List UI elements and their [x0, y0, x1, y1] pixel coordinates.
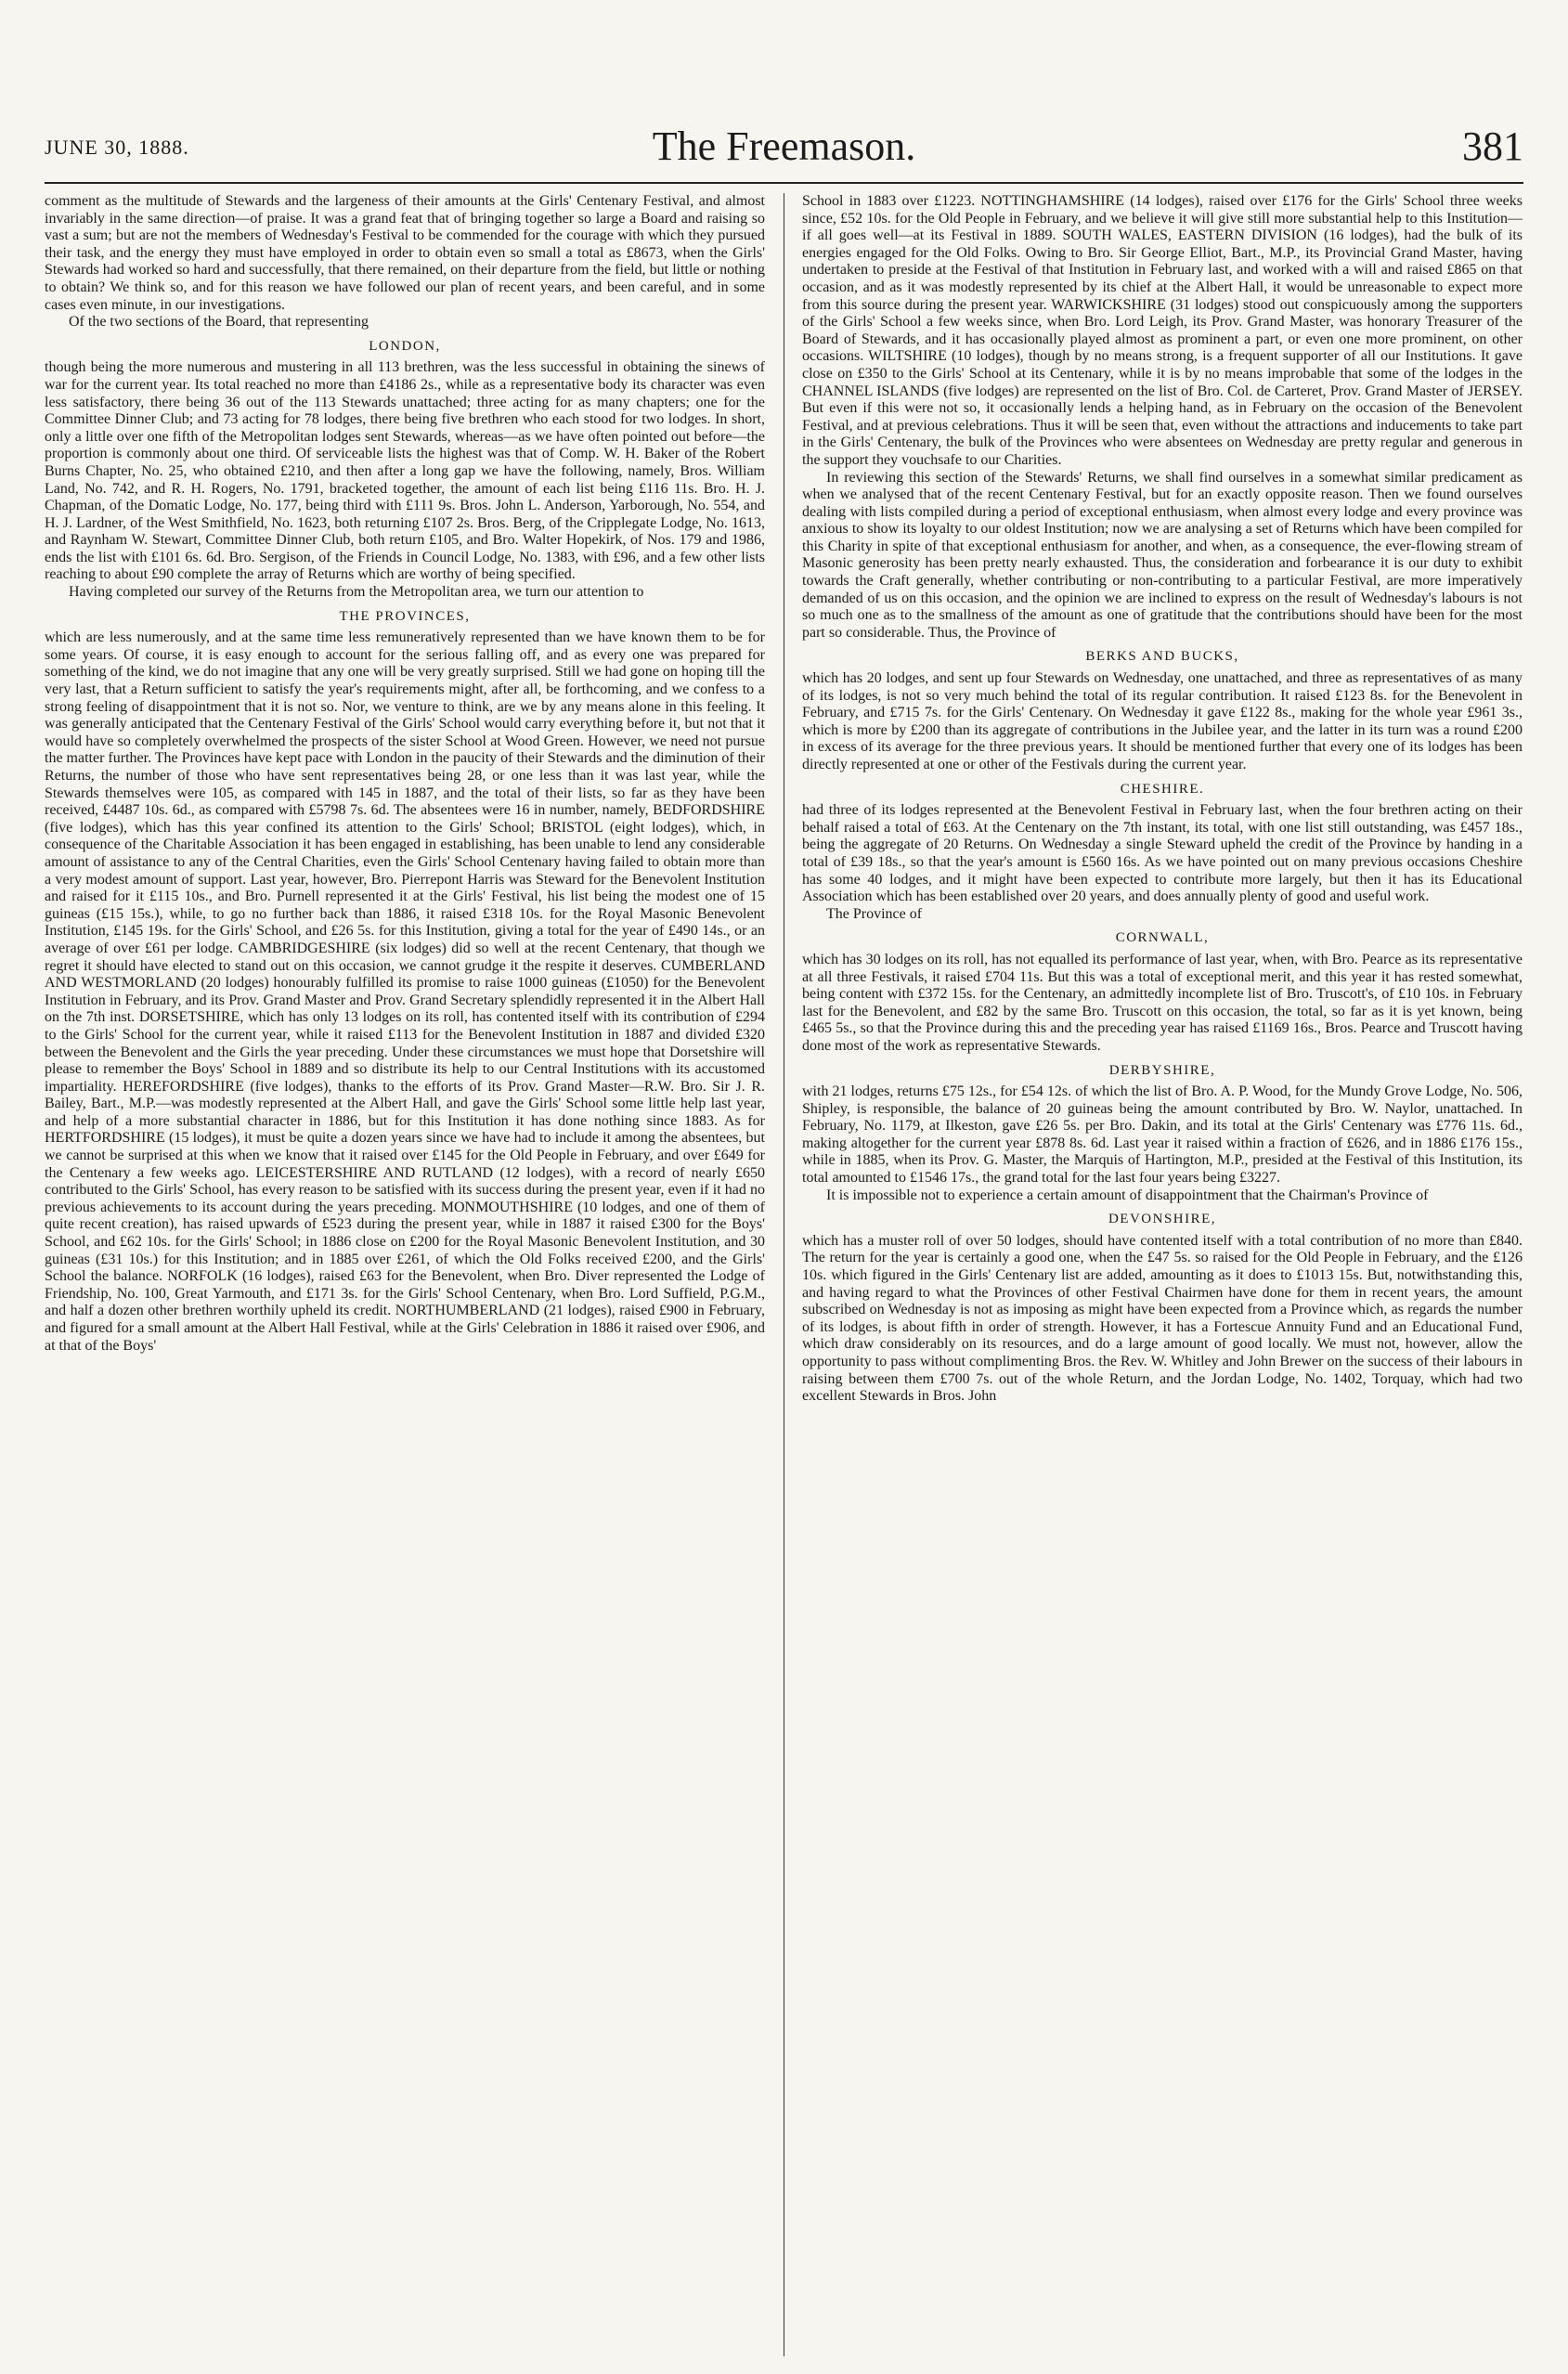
- issue-date: JUNE 30, 1888.: [45, 136, 189, 159]
- left-column: [45, 193, 765, 2356]
- section-heading-london: LONDON,: [369, 338, 441, 354]
- paragraph: comment as the multitude of Stewards and the largeness of their amounts at the Girls' Centenary Festival, and almost invariably in the same direction—of praise. It was a grand feat that of bringing together so large a Board and raising so vast a sum; but are not the members of Wednesday's Festival to be commended for the courage with which they pursued their task, and the energy they must have employed in order to obtain even so small a total as £8673, when the Girls' Stewards had worked so hard and successfully, that there remained, on their departure from the field, but little or nothing to obtain? We think so, and for this reason we have followed our plan of recent years, and been careful, and in some cases even minute, in our investigations.: [45, 193, 765, 313]
- paragraph: which has 30 lodges on its roll, has not equalled its performance of last year, when, with Bro. Pearce as its representative at all three Festivals, it raised £704 11s. But this was a total of exceptional merit, and this year it has rested somewhat, being content with £372 15s. for the Centenary, an admittedly incomplete list of Bro. Truscott's, of £10 10s. in February last for the Benevolent, and £82 by the same Bro. Truscott on this occasion, the total, so far as it is yet known, being £465 5s., so that the Province during this and the preceding year has raised £1169 16s., Bros. Pearce and Truscott having done most of the work as representative Stewards.: [802, 951, 1523, 1054]
- page-header: [45, 123, 1523, 176]
- paragraph: had three of its lodges represented at the Benevolent Festival in February last, when the four brethren acting on their behalf raised a total of £63. At the Centenary on the 7th instant, its total, with one list still outstanding, was £457 18s., being the aggregate of 20 Returns. On Wednesday a single Steward upheld the credit of the Province by handing in a total of £39 18s., so that the year's amount is £560 16s. As we have pointed out on many previous occasions Cheshire has some 40 lodges, and it might have been expected to contribute more largely, but then it has its Educational Association which has been established over 20 years, and does annually plenty of good and useful work.: [802, 802, 1523, 905]
- paragraph: which has a muster roll of over 50 lodges, should have contented itself with a total contribution of no more than £840. The return for the year is certainly a good one, when the £47 5s. so raised for the Old People in February, and the £126 10s. which figured in the Girls' Centenary list are added, amounting as it does to £1013 15s. But, notwithstanding this, and having regard to what the Provinces of other Festival Chairmen have done for them in recent years, the amount subscribed on Wednesday is not as imposing as might have been expected from a Province which, as regards the number of its lodges, is about fifth in order of strength. However, it has a Fortescue Annuity Fund and an Educational Fund, which draw considerably on its resources, and do a large amount of good locally. We must not, however, allow the opportunity to pass without complimenting Bros. the Rev. W. Whitley and John Brewer on the success of their labours in raising between them £700 7s. out of the whole Return, and the Jordan Lodge, No. 1402, Torquay, which had two excellent Stewards in Bros. John: [802, 1232, 1523, 1405]
- section-heading-devonshire: DEVONSHIRE,: [1108, 1212, 1217, 1227]
- section-heading-derbyshire: DERBYSHIRE,: [1108, 1062, 1216, 1078]
- paragraph: Of the two sections of the Board, that representing: [69, 314, 369, 331]
- paragraph: The Province of: [826, 905, 923, 922]
- paragraph: which are less numerously, and at the same time less remuneratively represented than we have known them to be for some years. Of course, it is easy enough to account for the serious falling off, and as every one was prepared for something of the kind, we do not imagine that any one will be very greatly surprised. Still we had gone on hoping till the very last, that a Return sufficient to satisfy the year's requirements might, after all, be forthcoming, and we confess to a strong feeling of disappointment that it is not so. Nor, we venture to think, are we by any means alone in this feeling. It was generally anticipated that the Centenary Festival of the Girls' School would carry everything before it, but not that it would have so completely overwhelmed the prospects of the sister School at Wood Green. However, we need not pursue the matter further. The Provinces have kept pace with London in the paucity of their Stewards and the diminution of their Returns, the number of those who have sent representatives being 28, or one less than it was last year, while the Stewards themselves were 105, as compared with 145 in 1887, and the total of their lists, so far as they have been received, £4487 10s. 6d., as compared with £5798 7s. 6d. The absentees were 16 in number, namely, BEDFORDSHIRE (five lodges), which has this year confined its attention to the Girls' School; BRISTOL (eight lodges), which, in consequence of the Charitable Association it has been engaged in establishing, has been unable to lend any considerable amount of assistance to any of the Central Charities, even the Girls' School Centenary having failed to obtain more than a very modest amount of support. Last year, however, Bro. Pierrepont Harris was Steward for the Benevolent Institution and raised for it £115 10s., and Bro. Purnell represented it at the Girls' Festival, his list being the modest one of 15 guineas (£15 15s.), while, to go no further back than 1886, it raised £318 10s. for the Royal Masonic Benevolent Institution, £145 19s. for the Girls' School, and £26 5s. for this Institution, giving a total for the year of £490 14s., or an average of over £61 per lodge. CAMBRIDGESHIRE (six lodges) did so well at the recent Centenary, that though we regret it should have elected to stand out on this occasion, we cannot grudge it the respite it deserves. CUMBERLAND AND WESTMORLAND (20 lodges) honourably fulfilled its promise to raise 1000 guineas (£1050) for the Benevolent Institution in February, and its Prov. Grand Master and Prov. Grand Secretary splendidly represented it in the Albert Hall on the 7th inst. DORSETSHIRE, which has only 13 lodges on its roll, has contented itself with its contribution of £294 to the Girls' School for the current year, while it raised £113 for the Benevolent Institution in 1887 and divided £320 between the Benevolent and the Girls the year preceding. Under these circumstances we must hope that Dorsetshire will please to remember the Boys' School in 1889 and so distribute its help to our Central Institutions with its accustomed impartiality. HEREFORDSHIRE (five lodges), thanks to the efforts of its Prov. Grand Master—R.W. Bro. Sir J. R. Bailey, Bart., M.P.—was modestly represented at the Albert Hall, and gave the Girls' School some little help last year, and help of a more substantial character in 1886, but for this Institution it has done nothing since 1883. As for HERTFORDSHIRE (15 lodges), it must be quite a dozen years since we have had to include it among the absentees, but we cannot be surprised at this when we know that it raised over £145 for the Old People in February, and over £649 for the Centenary a few weeks ago. LEICESTERSHIRE AND RUTLAND (12 lodges), with a record of nearly £650 contributed to the Girls' School, has every reason to be satisfied with its success during the present year, even if it had no previous achievements to its account during the years preceding. MONMOUTHSHIRE (10 lodges, and one of them of quite recent creation), has raised upwards of £523 during the present year, while in 1887 it raised £300 for the Boys' School, and £62 10s. for the Girls' School; in 1886 close on £200 for the Royal Masonic Benevolent Institution, and 30 guineas (£31 10s.) for this Institution; and in 1885 over £261, of which the Old Folks received £200, and the Girls' School the balance. NORFOLK (16 lodges), raised £63 for the Benevolent, when Bro. Diver represented the Lodge of Friendship, No. 100, Great Yarmouth, and £171 3s. for the Girls' School Centenary, when Bro. Lord Suffield, P.G.M., and half a dozen other brethren worthily upheld its credit. NORTHUMBERLAND (21 lodges), raised £900 in February, and figured for a small amount at the Albert Hall Festival, while at the Girls' Celebration in 1886 it raised over £906, and at that of the Boys': [45, 629, 765, 1354]
- paragraph: which has 20 lodges, and sent up four Stewards on Wednesday, one unattached, and three as representatives of as many of its lodges, is not so very much behind the total of its regular contribution. It raised £123 8s. for the Benevolent in February, and £715 7s. for the Girls' Centenary. On Wednesday it gave £122 8s., making for the whole year £961 3s., which is more by £200 than its aggregate of contributions in the Jubilee year, and the latter in its turn was a round £200 in excess of its average for the three previous years. It should be mentioned further that every one of its lodges has been directly represented at one or other of the Festivals during the current year.: [802, 670, 1523, 772]
- right-column: [802, 193, 1523, 2356]
- paragraph: though being the more numerous and mustering in all 113 brethren, was the less successful in obtaining the sinews of war for the current year. Its total reached no more than £4186 2s., while as a representative body its character was even less satisfactory, there being 36 out of the 113 Stewards unattached; three acting for as many chapters; one for the Committee Dinner Club; and 73 acting for 78 lodges, there being five brethren who each stood for two lodges. In short, only a little over one fifth of the Metropolitan lodges sent Stewards, whereas—as we have often pointed out before—the proportion is commonly about one third. Of serviceable lists the highest was that of Comp. W. H. Baker of the Robert Burns Chapter, No. 25, who obtained £210, and then after a long gap we have the following, namely, Bros. William Land, No. 742, and R. H. Rogers, No. 1791, bracketed together, the amount of each list being £116 11s. Bro. H. J. Chapman, of the Domatic Lodge, No. 177, being third with £111 9s. Bros. John L. Anderson, Yarborough, No. 554, and H. J. Lardner, of the West Smithfield, No. 1623, both returning £107 2s. Bros. Berg, of the Cripplegate Lodge, No. 1613, and Raynham W. Stewart, Committee Dinner Club, both return £105, and Bro. Walter Hopekirk, of Nos. 179 and 1986, ends the list with £101 6s. 6d. Bro. Sergison, of the Friends in Council Lodge, No. 1383, with £96, and a few other lists reaching to about £90 complete the array of Returns which are worthy of being specified.: [45, 359, 765, 583]
- section-heading-provinces: THE PROVINCES,: [339, 608, 471, 624]
- paragraph: In reviewing this section of the Stewards' Returns, we shall find ourselves in a somewhat similar predicament as when we analysed that of the recent Centenary Festival, but for an exactly opposite reason. Then we found ourselves dealing with lists compiled during a period of exceptional enthusiasm, when almost every lodge and every province was anxious to show its loyalty to our oldest Institution; now we are analysing a set of Returns which have been compiled for this Charity in spite of that exceptional enthusiasm for another, and when, as a consequence, the ever-flowing stream of Masonic generosity has been pretty nearly exhausted. Thus, the consideration and forbearance it is our duty to exhibit towards the Craft generally, whether contributing or non-contributing to a particular Festival, are more imperatively demanded of us on this occasion, and the opinion we are inclined to express on the result of Wednesday's labours is not so much one as to the smallness of the amount as one of gratitude that the contributions should have been for the most part so considerable. Thus, the Province of: [802, 469, 1523, 641]
- section-heading-berks-and-bucks: BERKS AND BUCKS,: [1085, 649, 1239, 665]
- paragraph: It is impossible not to experience a certain amount of disappointment that the Chairman's Province of: [826, 1187, 1429, 1203]
- section-heading-cheshire: CHESHIRE.: [1120, 781, 1205, 797]
- paragraph: with 21 lodges, returns £75 12s., for £54 12s. of which the list of Bro. A. P. Wood, for the Mundy Grove Lodge, No. 506, Shipley, is responsible, the balance of 20 guineas being the amount contributed by Bro. W. Naylor, unattached. In February, No. 1179, at Ilkeston, gave £26 5s. per Bro. Dakin, and its total at the Girls' Centenary was £776 11s. 6d., making altogether for the current year £878 8s. 6d. Last year it raised within a fraction of £626, and in 1886 £176 15s., while in 1885, when its Prov. G. Master, the Marquis of Hartington, M.P., presided at the Festival of this Institution, its total amounted to £1546 17s., the grand total for the last four years being £3227.: [802, 1083, 1523, 1187]
- section-heading-cornwall: CORNWALL,: [1115, 930, 1210, 946]
- paragraph: School in 1883 over £1223. NOTTINGHAMSHIRE (14 lodges), raised over £176 for the Girls' School three weeks since, £52 10s. for the Old People in February, and we believe it will give still more substantial help to this Institution—if all goes well—at its Festival in 1889. SOUTH WALES, EASTERN DIVISION (16 lodges), had the bulk of its energies engaged for the Old Folks. Owing to Bro. Sir George Elliot, Bart., M.P., its Provincial Grand Master, having undertaken to preside at the Festival of that Institution in February last, and worked with a will and raised £865 on that occasion, and as it was modestly represented by its chief at the Albert Hall, it would be unreasonable to expect more from this source during the present year. WARWICKSHIRE (31 lodges) stood out conspicuously among the supporters of the Girls' School a few weeks since, when Bro. Lord Leigh, its Prov. Grand Master, was honorary Treasurer of the Board of Stewards, and it has occasionally played almost as prominent a part, or even one more prominent, on other occasions. WILTSHIRE (10 lodges), though by no means strong, is a frequent supporter of all our Institutions. It gave close on £350 to the Girls' School at its Centenary, while it is by no means improbable that some of the lodges in the CHANNEL ISLANDS (five lodges) are represented on the list of Bro. Col. de Carteret, Prov. Grand Master of JERSEY. But even if this were not so, it occasionally lends a helping hand, as in February on the occasion of the Benevolent Festival, and at previous celebrations. Thus it will be seen that, even without the attractions and inducements to take part in the Girls' Centenary, the bulk of the Provinces who were absentees on Wednesday are pretty regular and generous in the support they vouchsafe to our Charities.: [802, 193, 1523, 468]
- masthead-title: The Freemason.: [652, 123, 916, 169]
- paragraph: Having completed our survey of the Returns from the Metropolitan area, we turn our attention to: [69, 584, 644, 601]
- header-rule: [45, 182, 1523, 184]
- page-number: 381: [1462, 123, 1523, 169]
